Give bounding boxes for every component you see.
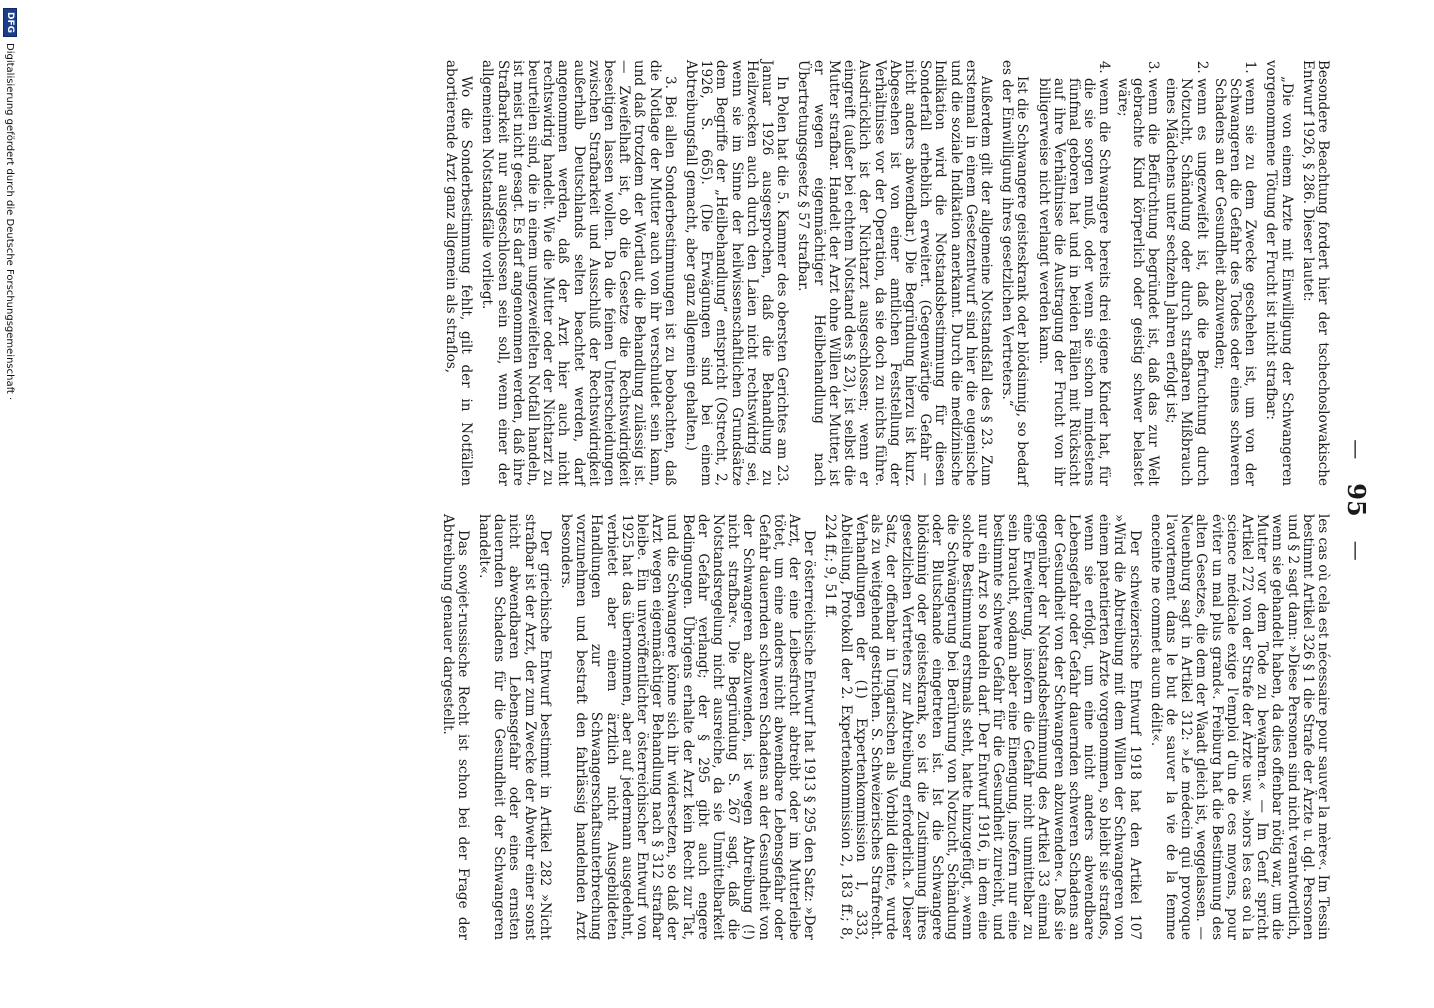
digitization-footer <box>0 0 20 1008</box>
paragraph: 3. Bei allen Sonderbestimmungen ist zu beobachten, daß die Notlage der Mutter auch von ihr verschuldet sein kann, und daß trotzdem der Wortlaut die Behandlung zulässig ist. — Zweifelhaft ist, ob die Gesetze die Rechtswidrigkeit beseitigen lassen wollen. Da die feinen Unterscheidungen zwischen Strafbarkeit und Ausschluß der Rechtswidrigkeit außerhalb Deutschlands selten beachtet werden, darf angenommen werden, daß der Arzt hier auch nicht rechtswidrig handelt. Wie die Mutter oder der Nichtarzt zu beurteilen sind, die in einem ungezweifelten Notfall handeln, ist meist nicht gesagt. Es darf angenommen werden, daß ihre Strafbarkeit nur ausgeschlossen sein soll, wenn einer der allgemeinen Notstandsfälle vorliegt. <box>479 60 678 486</box>
dfg-logo-icon: DFG <box>3 8 17 37</box>
list-item: 4. wenn die Schwangere bereits drei eigene Kinder hat, für die sie sorgen muß, oder wenn sie schon mindestens fünfmal geboren hat und in beiden Fällen mit Rücksicht auf ihre Verhältnisse die Austragung der Frucht von ihr billigerweise nicht verlangt werden kann. <box>1035 78 1111 486</box>
digitization-note: Digitalisierung gefördert durch die Deutsche Forschungsgemeinschaft · <box>4 43 16 401</box>
header-dash-left: — <box>1345 439 1369 460</box>
page-number: 95 <box>1342 483 1372 517</box>
paragraph: Der griechische Entwurf bestimmt in Artikel 282 »Nicht strafbar ist der Arzt, der zum Zwecke der Abwehr einer sonst nicht abwendbaren Lebensgefahr oder eines ernsten dauernden Schadens für die Gesundheit der Schwangeren handelt«. <box>476 514 553 940</box>
list-item: 3. wenn die Befürchtung begründet ist, daß das zur Welt gebrachte Kind körperlich oder geistig schwer belastet wäre; <box>1114 78 1160 486</box>
paragraph: Wo die Sonderbestimmung fehlt, gilt der in Notfällen abortierende Arzt ganz allgemein als straflos, <box>443 60 475 486</box>
paragraph: Der österreichische Entwurf hat 1913 § 295 den Satz: »Der Arzt, der eine Leibesfrucht abtreibt oder im Mutterleibe tötet, um eine anders nicht abwendbare Lebensgefahr oder Gefahr dauernden schweren Schadens an der Gesundheit von der Schwangeren abzuwenden, ist wegen Abtreibung (!) nicht strafbar«. Die Begründung S. 267 sagt, daß die Notstandsregelung nicht ausreiche, da sie Unmittelbarkeit der Gefahr verlangt; der § 295 gibt auch engere Bedingungen. Übrigens erhalte der Arzt kein Recht zur Tat, und die Schwangere könne sich ihr widersetzen, so daß der Arzt wegen eigenmächtiger Behandlung nach § 312 strafbar bleibe. Ein unveröffentlichter österreichischer Entwurf von 1925 hat das übernommen, aber auf jedermann ausgedehnt, verbietet aber einem ärztlich nicht Ausgebildeten Handlungen zur Schwangerschaftsunterbrechung vorzunehmen und bestraft den fahrlässig handelnden Arzt besonders. <box>558 514 818 940</box>
paragraph: les cas où cela est nécessaire pour sauver la mère«. Im Tessin bestimmt Artikel 326 § 1 die Strafe der Ärzte u. dgl. Personen und § 2 sagt dann: »Diese Personen sind nicht verantwortlich, wenn sie gehandelt haben, da dies offenbar nötig war, um die Mutter vor dem Tode zu bewahren.« — Im Genf spricht Artikel 272 von der Strafe der Ärzte usw. »hors les cas où la science médicale exige l'emploi d'un de ces moyens, pour éviter un mal plus grand«. Freiburg hat die Bestimmung des alten Gesetzes, die dem der Waadt gleich ist, weggelassen. — Neuenburg sagt in Artikel 312: »Le médecin qui provoque l'avortement dans le but de sauver la vie de la femme enceinte ne commet aucun délit«. <box>1147 514 1331 940</box>
paragraph: Das sowjet-russische Recht ist schon bei der Frage der Abtreibung genauer dargestellt. <box>439 514 471 940</box>
paragraph: Besondere Beachtung fordert hier der tschechoslowakische Entwurf 1926, § 286. Dieser lautet: <box>1299 60 1331 486</box>
page-content <box>74 60 1374 940</box>
page-header <box>1340 60 1374 940</box>
left-column <box>433 60 1330 486</box>
paragraph: Außerdem gilt der allgemeine Notstandsfall des § 23. Zum erstenmal in einem Gesetzentwurf sind hier die eugenische und die soziale Indikation anerkannt. Durch die medizinische Indikation wird die Notstandsbestimmung für diesen Sonderfall erheblich erweitert. (Gegenwärtige Gefahr — nicht anders abwendbar.) Die Begründung hierzu ist kurz. Abgesehen ist von einer amtlichen Feststellung der Verhältnisse vor der Operation, da sie doch zu nichts führe. Ausdrücklich ist der Nichtarzt ausgeschlossen; wenn er eingreift (außer bei echtem Notstand des § 23), ist selbst die Mutter strafbar. Handelt der Arzt ohne Willen der Mutter, ist er wegen eigenmächtiger Heilbehandlung nach Übertretungsgesetz § 57 strafbar. <box>795 60 994 486</box>
paragraph: Ist die Schwangere geisteskrank oder blödsinnig, so bedarf es der Einwilligung ihres gesetzlichen Vertreters.“ <box>999 60 1031 486</box>
list-item: 2. wenn es ungezweifelt ist, daß die Befruchtung durch Notzucht, Schändung oder durch strafbaren Mißbrauch eines Mädchens unter sechzehn Jahren erfolgt ist; <box>1163 78 1209 486</box>
paragraph: Der schweizerische Entwurf 1918 hat den Artikel 107 »Wird die Abtreibung mit dem Willen der Schwangeren von einem patentierten Arzte vorgenommen, so bleibt sie straflos, wenn sie erfolgt, um eine nicht anders abwendbare Lebensgefahr oder Gefahr dauernden schweren Schadens an der Gesundheit von der Schwangeren abzuwenden«. Daß sie gegenüber der Notstandsbestimmung des Artikel 33 einmal eine Erweiterung, insofern die Gefahr nicht unmittelbar zu sein braucht, sodann aber eine Einengung, insofern nur eine bestimmte schwere Gefahr für die Gesundheit zureicht, und nur ein Arzt so handeln darf. Der Entwurf 1916, in dem eine solche Bestimmung erstmals steht, hatte hinzugefügt, »wenn die Schwängerung bei Berührung von Notzucht, Schändung oder Blutschande eingetreten ist. Ist die Schwangere blödsinnig oder geisteskrank, so ist die Zustimmung ihres gesetzlichen Vertreters zur Abtreibung erforderlich.« Dieser Satz, der offenbar in Ungarischen als Vorbild diente, wurde als zu weitgehend gestrichen. S. Schweizerisches Strafrecht. Verhandlungen der (1) Expertenkommission I, 333, Abteilung, Protokoll der 2. Expertenkommission 2, 183 ff.; 8, 224 ff.; 9, 51 ff. <box>822 514 1143 940</box>
header-dash-right: — <box>1345 540 1369 561</box>
numbered-list <box>1035 60 1257 486</box>
paragraph: In Polen hat die 5. Kammer des obersten Gerichtes am 23. Januar 1926 ausgesprochen, daß die Behandlung zu Heilzwecken auch durch den Laien nicht rechtswidrig sei, wenn sie im Sinne der heilwissenschaftlichen Grundsätze dem Begriffe der „Heilbehandlung“ entspricht (Ostrecht, 2, 1926, S. 665). (Die Erwägungen sind bei einem Abtreibungsfall gemacht, aber ganz allgemein gehalten.) <box>683 60 791 486</box>
paragraph-quote: „Die von einem Arzte mit Einwilligung der Schwangeren vorgenommene Tötung der Frucht ist nicht strafbar: <box>1263 60 1295 486</box>
right-column <box>433 514 1330 940</box>
list-item: 1. wenn sie zu dem Zwecke geschehen ist, um von der Schwangeren die Gefahr des Todes oder eines schweren Schadens an der Gesundheit abzuwenden; <box>1212 78 1258 486</box>
text-columns <box>433 60 1330 940</box>
